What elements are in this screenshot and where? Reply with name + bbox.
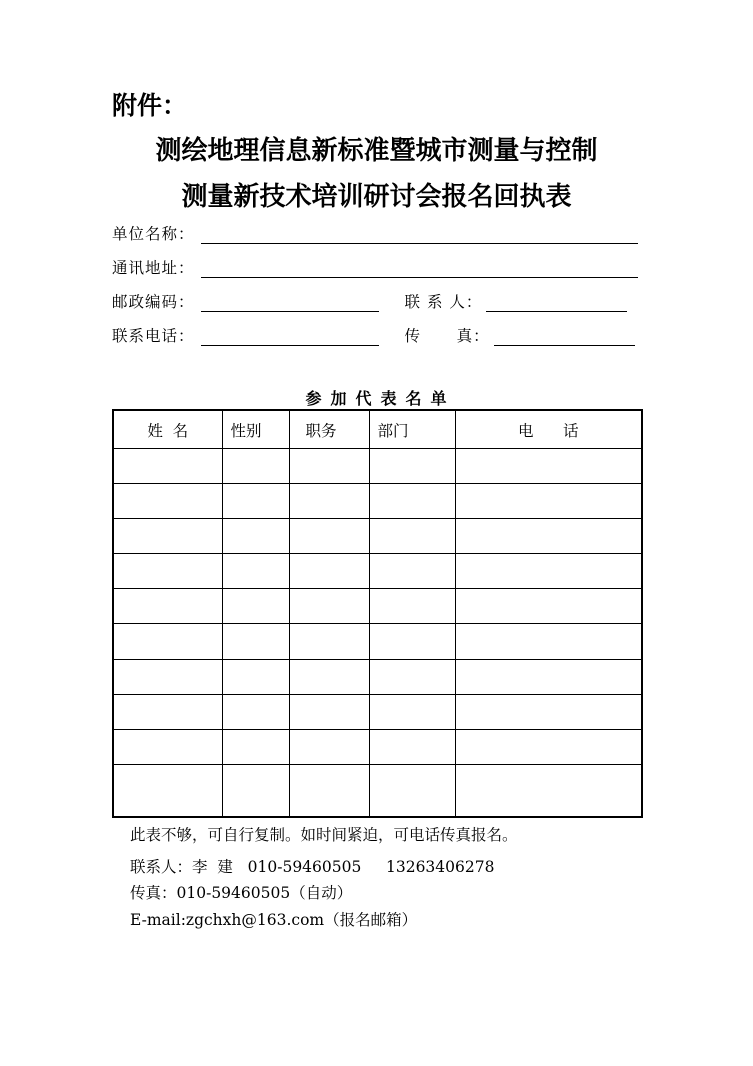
department-cell[interactable] — [369, 554, 455, 589]
gender-cell[interactable] — [222, 519, 289, 554]
roster-title: 参加代表名单 — [305, 389, 456, 408]
contact-label: 联 系 人： — [404, 293, 483, 311]
name-cell[interactable] — [113, 554, 222, 589]
department-cell[interactable] — [369, 729, 455, 764]
position-cell[interactable] — [289, 729, 369, 764]
phone-cell[interactable] — [455, 729, 642, 764]
fax-label: 传 真： — [404, 327, 490, 345]
address-row — [112, 256, 638, 278]
phone-cell[interactable] — [455, 764, 642, 817]
position-cell[interactable] — [289, 659, 369, 694]
postcode-contact-row — [112, 290, 638, 312]
department-cell[interactable] — [369, 589, 455, 624]
position-cell[interactable] — [289, 589, 369, 624]
department-cell[interactable] — [369, 484, 455, 519]
col-name-header: 姓 名 — [113, 410, 222, 449]
position-cell[interactable] — [289, 694, 369, 729]
department-cell[interactable] — [369, 764, 455, 817]
phone-cell[interactable] — [455, 484, 642, 519]
gender-cell[interactable] — [222, 624, 289, 659]
table-row — [113, 659, 642, 694]
gender-cell[interactable] — [222, 484, 289, 519]
table-row — [113, 624, 642, 659]
col-department-header: 部门 — [369, 410, 455, 449]
unit-name-label: 单位名称： — [112, 225, 195, 243]
postcode-field[interactable] — [201, 297, 379, 312]
phone-label: 联系电话： — [112, 327, 195, 345]
department-cell[interactable] — [369, 694, 455, 729]
table-row — [113, 589, 642, 624]
name-cell[interactable] — [113, 694, 222, 729]
name-cell[interactable] — [113, 659, 222, 694]
gender-cell[interactable] — [222, 589, 289, 624]
phone-cell[interactable] — [455, 449, 642, 484]
table-row — [113, 694, 642, 729]
address-label: 通讯地址： — [112, 259, 195, 277]
unit-name-field[interactable] — [201, 229, 638, 244]
table-row — [113, 729, 642, 764]
address-field[interactable] — [201, 263, 638, 278]
phone-fax-row — [112, 324, 638, 346]
col-position-header: 职务 — [289, 410, 369, 449]
note-email: E-mail:zgchxh@163.com（报名邮箱） — [130, 911, 418, 929]
gender-cell[interactable] — [222, 764, 289, 817]
phone-cell[interactable] — [455, 659, 642, 694]
gender-cell[interactable] — [222, 659, 289, 694]
department-cell[interactable] — [369, 449, 455, 484]
unit-name-row — [112, 222, 638, 244]
phone-cell[interactable] — [455, 554, 642, 589]
form-title-line2: 测量新技术培训研讨会报名回执表 — [181, 182, 572, 212]
phone-cell[interactable] — [455, 694, 642, 729]
position-cell[interactable] — [289, 519, 369, 554]
name-cell[interactable] — [113, 764, 222, 817]
name-cell[interactable] — [113, 519, 222, 554]
phone-cell[interactable] — [455, 589, 642, 624]
col-phone-header: 电 话 — [455, 410, 642, 449]
note-copy-form: 此表不够，可自行复制。如时间紧迫，可电话传真报名。 — [130, 826, 518, 844]
table-row — [113, 764, 642, 817]
table-header-row — [113, 410, 642, 449]
position-cell[interactable] — [289, 554, 369, 589]
gender-cell[interactable] — [222, 449, 289, 484]
department-cell[interactable] — [369, 659, 455, 694]
postcode-label: 邮政编码： — [112, 293, 195, 311]
phone-cell[interactable] — [455, 519, 642, 554]
gender-cell[interactable] — [222, 554, 289, 589]
department-cell[interactable] — [369, 624, 455, 659]
name-cell[interactable] — [113, 624, 222, 659]
name-cell[interactable] — [113, 589, 222, 624]
position-cell[interactable] — [289, 764, 369, 817]
position-cell[interactable] — [289, 449, 369, 484]
form-title-line1: 测绘地理信息新标准暨城市测量与控制 — [155, 136, 598, 166]
attachment-label: 附件： — [112, 91, 188, 120]
fax-field[interactable] — [494, 331, 635, 346]
table-row — [113, 519, 642, 554]
note-fax: 传真：010-59460505（自动） — [130, 884, 353, 902]
gender-cell[interactable] — [222, 729, 289, 764]
table-row — [113, 554, 642, 589]
table-row — [113, 449, 642, 484]
name-cell[interactable] — [113, 484, 222, 519]
col-gender-header: 性别 — [222, 410, 289, 449]
phone-field[interactable] — [201, 331, 379, 346]
position-cell[interactable] — [289, 484, 369, 519]
table-row — [113, 484, 642, 519]
gender-cell[interactable] — [222, 694, 289, 729]
contact-field[interactable] — [486, 297, 627, 312]
position-cell[interactable] — [289, 624, 369, 659]
roster-table — [112, 409, 643, 818]
note-contact: 联系人：李 建 010-59460505 13263406278 — [130, 858, 495, 876]
name-cell[interactable] — [113, 729, 222, 764]
department-cell[interactable] — [369, 519, 455, 554]
phone-cell[interactable] — [455, 624, 642, 659]
name-cell[interactable] — [113, 449, 222, 484]
